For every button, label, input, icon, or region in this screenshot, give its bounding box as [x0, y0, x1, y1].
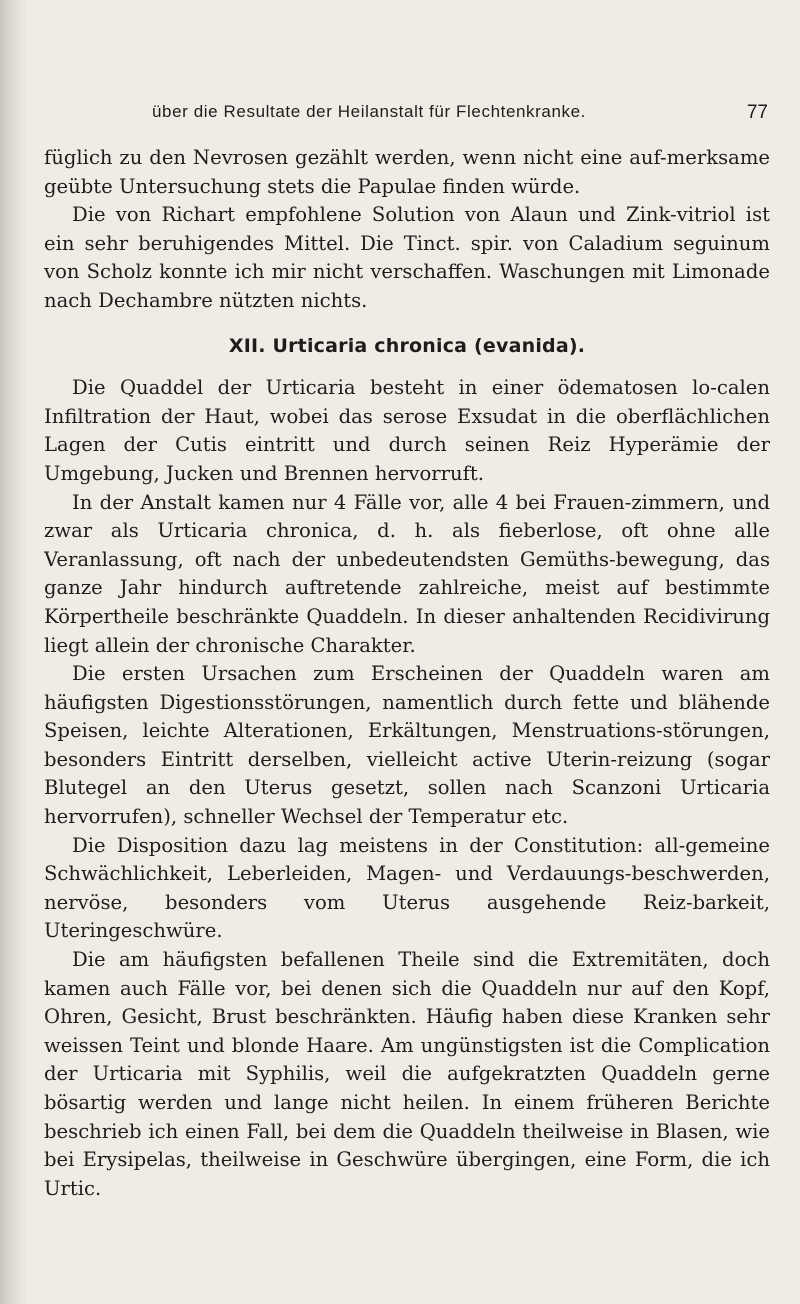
page-number: 77 [746, 102, 768, 123]
paragraph: Die ersten Ursachen zum Erscheinen der Quaddeln waren am häufigsten Digestionsstörungen, namentlich durch fette und blähende Speisen, leichte Alterationen, Erkältungen, Menstruations-störungen, besonders Eintritt derselben, vielleicht active Uterin-reizung (sogar Blutegel an den Uterus gesetzt, sollen nach Scanzoni Urticaria hervorrufen), schneller Wechsel der Temperatur etc. [44, 662, 770, 829]
paragraph: Die Disposition dazu lag meistens in der Constitution: all-gemeine Schwächlichkeit, Leberleiden, Magen- und Verdauungs-beschwerden, nervöse, besonders vom Uterus ausgehende Reiz-barkeit, Uteringeschwüre. [44, 833, 770, 943]
page-body [44, 144, 770, 1203]
book-page [44, 72, 770, 1203]
section-heading: XII. Urticaria chronica (evanida). [228, 334, 586, 357]
scan-edge-shadow [0, 0, 28, 1304]
paragraph: In der Anstalt kamen nur 4 Fälle vor, alle 4 bei Frauen-zimmern, und zwar als Urticaria chronica, d. h. als fieberlose, oft ohne alle Veranlassung, oft nach der unbedeutendsten Gemüths-bewegung, das ganze Jahr hindurch auftretende zahlreiche, meist auf bestimmte Körpertheile beschränkte Quaddeln. In dieser anhaltenden Recidivirung liegt allein der chronische Charakter. [44, 490, 770, 657]
paragraph: Die am häufigsten befallenen Theile sind die Extremitäten, doch kamen auch Fälle vor, bei denen sich die Quaddeln nur auf den Kopf, Ohren, Gesicht, Brust beschränkten. Häufig haben diese Kranken sehr weissen Teint und blonde Haare. Am ungünstigsten ist die Complication der Urticaria mit Syphilis, weil die aufgekratzten Quaddeln gerne bösartig werden und lange nicht heilen. In einem früheren Berichte beschrieb ich einen Fall, bei dem die Quaddeln theilweise in Blasen, wie bei Erysipelas, theilweise in Geschwüre übergingen, eine Form, die ich Urtic. [44, 948, 770, 1200]
paragraph: Die Quaddel der Urticaria besteht in einer ödematosen lo-calen Infiltration der Haut, wobei das serose Exsudat in die oberflächlichen Lagen der Cutis eintritt und durch seinen Reiz Hyperämie der Umgebung, Jucken und Brennen hervorruft. [44, 376, 770, 485]
paragraph: Die von Richart empfohlene Solution von Alaun und Zink-vitriol ist ein sehr beruhigendes Mittel. Die Tinct. spir. von Caladium seguinum von Scholz konnte ich mir nicht verschaffen. Waschungen mit Limonade nach Dechambre nützten nichts. [44, 203, 770, 312]
running-title: über die Resultate der Heilanstalt für Flechtenkranke. [152, 102, 586, 121]
running-header [44, 72, 770, 123]
paragraph-continued: füglich zu den Nevrosen gezählt werden, wenn nicht eine auf-merksame geübte Untersuchung stets die Papulae finden würde. [44, 146, 770, 198]
